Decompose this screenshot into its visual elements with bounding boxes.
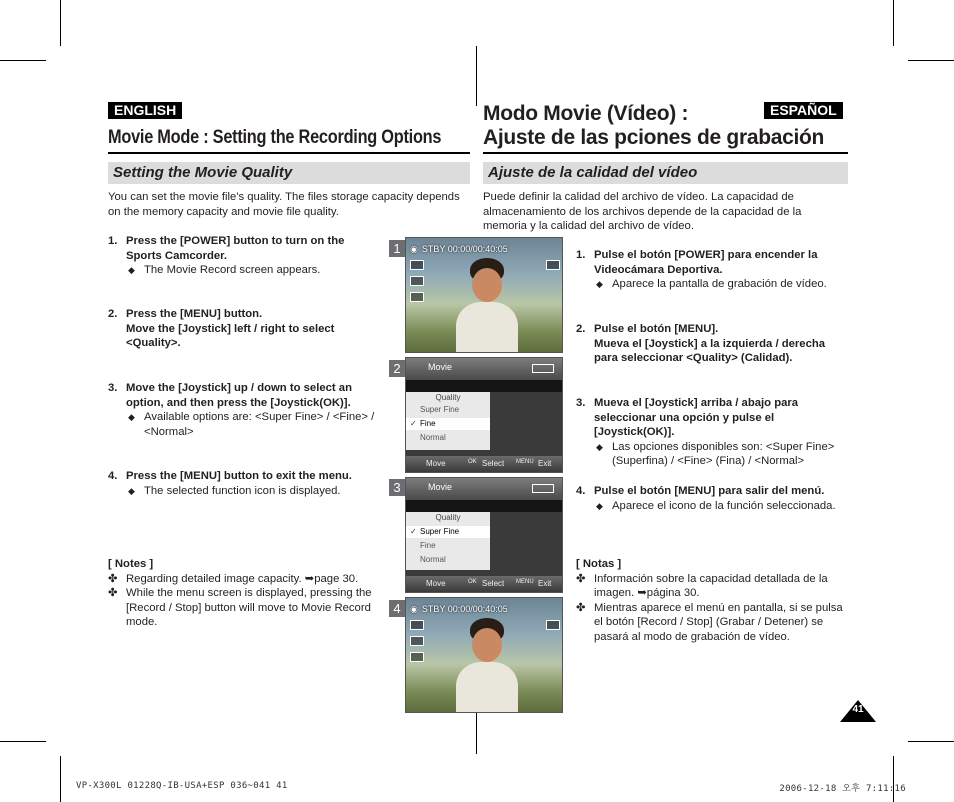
option-fine[interactable]: ✓ Fine: [406, 418, 490, 430]
size-icon: [410, 260, 424, 270]
check-icon: ✓: [410, 419, 417, 428]
kid-body: [456, 302, 518, 353]
screen-4-photo: [405, 597, 563, 713]
english-step-4: 4. Press the [MENU] button to exit the menu. ◆ The selected function icon is displayed.: [108, 470, 352, 497]
menu-header: Quality: [435, 513, 461, 522]
battery-icon: [532, 484, 554, 493]
screen-1-badge: 1: [389, 240, 405, 257]
english-badge: ENGLISH: [108, 102, 182, 119]
footer-left: VP-X300L 01228Q-IB-USA+ESP 036~041 41: [76, 781, 288, 791]
center-divider-bottom: [476, 708, 477, 754]
option-fine[interactable]: Fine: [420, 541, 436, 550]
option-super-fine[interactable]: ✓ Super Fine: [406, 526, 490, 538]
english-step-1: 1. Press the [POWER] button to turn on the Sports Camcorder. ◆ The Movie Record screen appears.: [108, 235, 345, 277]
spanish-badge: ESPAÑOL: [764, 102, 843, 119]
page-number: 41: [852, 704, 864, 715]
battery-icon: [532, 364, 554, 373]
screen-4-status: STBY 00:00/00:40:05: [421, 604, 508, 614]
bullet-mark: ◆: [128, 412, 135, 423]
screen-3-badge: 3: [389, 479, 405, 496]
crop-mark: [0, 741, 46, 742]
spanish-notes: [ Notas ] ✤ Información sobre la capacidad detallada de la imagen. ➥página 30. ✤ Mientras aparece el menú en pantalla, si se pulsa el botón [Record / Stop] (Grabar / Detener) se pasará al modo de grabación de vídeo.: [576, 557, 848, 645]
menu-key: MENU: [516, 579, 534, 585]
screen-1-status-bar: [410, 242, 558, 256]
quality-icon: [410, 276, 424, 286]
crop-mark: [908, 60, 954, 61]
title-rule: [108, 152, 470, 154]
ok-key: OK: [468, 459, 477, 465]
english-intro: You can set the movie file's quality. The files storage capacity depends on the memory capacity and movie file quality.: [108, 191, 460, 218]
kid-face: [472, 268, 502, 302]
english-notes: [ Notes ] ✤ Regarding detailed image capacity. ➥page 30. ✤ While the menu screen is displayed, pressing the [Record / Stop] button will move to Movie Record mode.: [108, 557, 383, 630]
footer-right: 2006-12-18 오후 7:11:16: [779, 784, 906, 794]
english-title: Movie Mode : Setting the Recording Options: [108, 127, 442, 148]
menu-footer: Move OK Select MENU Exit: [406, 456, 562, 472]
menu-icon-row: [406, 500, 562, 512]
screen-4-badge: 4: [389, 600, 405, 617]
hand-icon: [546, 620, 560, 630]
bullet-mark: ◆: [596, 279, 603, 290]
center-divider-top: [476, 46, 477, 106]
menu-icon-row: [406, 380, 562, 392]
screen-1-status: STBY 00:00/00:40:05: [421, 244, 508, 254]
screen-2-badge: 2: [389, 360, 405, 377]
english-step-3: 3. Move the [Joystick] up / down to select an option, and then press the [Joystick(OK)]. ◆ Available options are: <Super Fine> / <Fine> / <Normal>: [108, 382, 375, 438]
menu-footer: Move OK Select MENU Exit: [406, 576, 562, 592]
wb-icon: [410, 292, 424, 302]
kid-face: [472, 628, 502, 662]
ok-key: OK: [468, 579, 477, 585]
bullet-mark: ◆: [596, 500, 603, 511]
kid-body: [456, 662, 518, 713]
bullet-mark: ◆: [596, 441, 603, 452]
note-mark: ✤: [576, 572, 586, 585]
crop-mark: [893, 756, 894, 802]
hand-icon: [546, 260, 560, 270]
spanish-title-line2: Ajuste de las pciones de grabación: [483, 126, 825, 149]
check-icon: ✓: [410, 527, 417, 536]
spanish-title-line1: Modo Movie (Vídeo) :: [483, 102, 689, 125]
bullet-mark: ◆: [128, 265, 135, 276]
crop-mark: [60, 756, 61, 802]
option-normal[interactable]: Normal: [420, 433, 446, 442]
english-step-2: 2. Press the [MENU] button. Move the [Joystick] left / right to select <Quality>.: [108, 308, 335, 350]
bullet-mark: ◆: [128, 485, 135, 496]
english-section-title: Setting the Movie Quality: [108, 162, 470, 184]
screen-1-photo: [405, 237, 563, 353]
wb-icon: [410, 652, 424, 662]
crop-mark: [60, 0, 61, 46]
menu-key: MENU: [516, 459, 534, 465]
spanish-step-1: 1. Pulse el botón [POWER] para encender la Videocámara Deportiva. ◆ Aparece la pantalla de grabación de vídeo.: [576, 249, 827, 291]
size-icon: [410, 620, 424, 630]
screen-2-menu: [405, 357, 563, 473]
screen-3-menu: [405, 477, 563, 593]
spanish-step-4: 4. Pulse el botón [MENU] para salir del menú. ◆ Aparece el icono de la función seleccionada.: [576, 485, 836, 512]
spanish-step-2: 2. Pulse el botón [MENU]. Mueva el [Joystick] a la izquierda / derecha para seleccionar <Quality> (Calidad).: [576, 323, 826, 365]
note-mark: ✤: [576, 601, 586, 614]
quality-icon: [410, 636, 424, 646]
option-super-fine[interactable]: Super Fine: [420, 405, 460, 414]
notes-title: [ Notas ]: [576, 558, 622, 570]
note-mark: ✤: [108, 572, 118, 585]
title-rule: [483, 152, 848, 154]
spanish-section-title: Ajuste de la calidad del vídeo: [483, 162, 848, 184]
note-mark: ✤: [108, 587, 118, 600]
menu-header: Quality: [435, 393, 461, 402]
camcorder-icon: ◉: [410, 243, 418, 254]
spanish-step-3: 3. Mueva el [Joystick] arriba / abajo para seleccionar una opción y pulse el [Joystick(OK)]. ◆ Las opciones disponibles son: <Super Fine> (Superfina) / <Fine> (Fina) / <Normal>: [576, 397, 835, 468]
crop-mark: [0, 60, 46, 61]
camcorder-icon: ◉: [410, 603, 418, 614]
spanish-intro: Puede definir la calidad del archivo de vídeo. La capacidad de almacenamiento de los archivos depende de la capacidad de la memoria y la calidad del archivo de vídeo.: [483, 191, 802, 233]
option-normal[interactable]: Normal: [420, 555, 446, 564]
screen-3-mode: Movie: [428, 482, 453, 492]
notes-title: [ Notes ]: [108, 558, 154, 570]
screen-2-mode: Movie: [428, 362, 453, 372]
crop-mark: [908, 741, 954, 742]
screen-4-status-bar: [410, 602, 558, 616]
crop-mark: [893, 0, 894, 46]
